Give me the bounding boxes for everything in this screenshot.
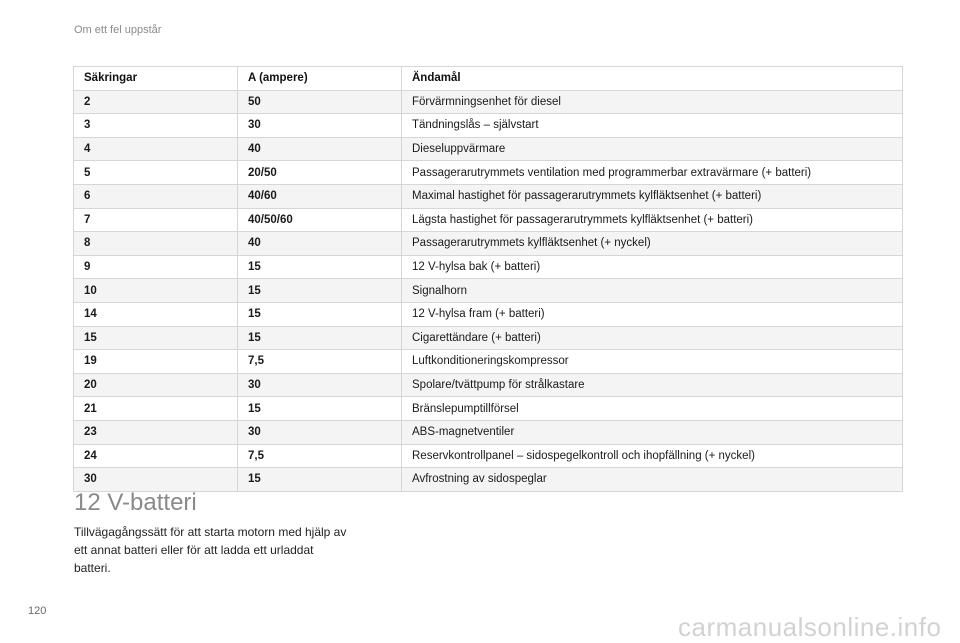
table-row: [74, 90, 903, 114]
fuse-table: [73, 66, 903, 492]
table-row: [74, 326, 903, 350]
ampere-cell: 15: [238, 397, 402, 421]
fuse-number-cell: 6: [74, 184, 238, 208]
column-header-purpose: Ändamål: [402, 67, 903, 91]
purpose-cell: ABS-magnetventiler: [402, 420, 903, 444]
fuse-number-cell: 19: [74, 350, 238, 374]
purpose-cell: Dieseluppvärmare: [402, 137, 903, 161]
fuse-number-cell: 8: [74, 232, 238, 256]
table-row: [74, 232, 903, 256]
fuse-number-cell: 23: [74, 420, 238, 444]
ampere-cell: 30: [238, 373, 402, 397]
purpose-cell: Lägsta hastighet för passagerarutrymmets kylfläktsenhet (+ batteri): [402, 208, 903, 232]
table-row: [74, 208, 903, 232]
fuse-table-header: [74, 67, 903, 91]
table-row: [74, 468, 903, 492]
table-row: [74, 114, 903, 138]
fuse-number-cell: 7: [74, 208, 238, 232]
table-row: [74, 279, 903, 303]
table-header-row: [74, 67, 903, 91]
page-header-label: Om ett fel uppstår: [74, 24, 162, 36]
purpose-cell: 12 V-hylsa bak (+ batteri): [402, 255, 903, 279]
ampere-cell: 15: [238, 468, 402, 492]
fuse-number-cell: 2: [74, 90, 238, 114]
purpose-cell: Förvärmningsenhet för diesel: [402, 90, 903, 114]
fuse-number-cell: 30: [74, 468, 238, 492]
purpose-cell: Luftkonditioneringskompressor: [402, 350, 903, 374]
purpose-cell: Passagerarutrymmets kylfläktsenhet (+ nyckel): [402, 232, 903, 256]
table-row: [74, 302, 903, 326]
section-description: Tillvägagångssätt för att starta motorn med hjälp av ett annat batteri eller för att ladda ett urladdat batteri.: [74, 525, 347, 575]
section-title: 12 V-batteri: [74, 489, 197, 516]
purpose-cell: Passagerarutrymmets ventilation med programmerbar extravärmare (+ batteri): [402, 161, 903, 185]
purpose-cell: Bränslepumptillförsel: [402, 397, 903, 421]
fuse-number-cell: 20: [74, 373, 238, 397]
table-row: [74, 137, 903, 161]
ampere-cell: 50: [238, 90, 402, 114]
fuse-number-cell: 9: [74, 255, 238, 279]
ampere-cell: 40: [238, 137, 402, 161]
ampere-cell: 40/50/60: [238, 208, 402, 232]
table-row: [74, 397, 903, 421]
fuse-number-cell: 15: [74, 326, 238, 350]
ampere-cell: 20/50: [238, 161, 402, 185]
fuse-table-body: [74, 90, 903, 491]
ampere-cell: 40: [238, 232, 402, 256]
table-row: [74, 350, 903, 374]
ampere-cell: 15: [238, 255, 402, 279]
column-header-ampere: A (ampere): [238, 67, 402, 91]
ampere-cell: 7,5: [238, 444, 402, 468]
fuse-number-cell: 10: [74, 279, 238, 303]
ampere-cell: 30: [238, 420, 402, 444]
table-row: [74, 420, 903, 444]
purpose-cell: Spolare/tvättpump för strålkastare: [402, 373, 903, 397]
purpose-cell: Reservkontrollpanel – sidospegelkontroll och ihopfällning (+ nyckel): [402, 444, 903, 468]
fuse-number-cell: 14: [74, 302, 238, 326]
purpose-cell: Maximal hastighet för passagerarutrymmets kylfläktsenhet (+ batteri): [402, 184, 903, 208]
table-row: [74, 255, 903, 279]
ampere-cell: 15: [238, 326, 402, 350]
fuse-number-cell: 3: [74, 114, 238, 138]
purpose-cell: Avfrostning av sidospeglar: [402, 468, 903, 492]
ampere-cell: 7,5: [238, 350, 402, 374]
table-row: [74, 373, 903, 397]
fuse-number-cell: 4: [74, 137, 238, 161]
table-row: [74, 184, 903, 208]
ampere-cell: 15: [238, 302, 402, 326]
ampere-cell: 40/60: [238, 184, 402, 208]
watermark-text: carmanualsonline.info: [678, 612, 942, 642]
purpose-cell: 12 V-hylsa fram (+ batteri): [402, 302, 903, 326]
table-row: [74, 161, 903, 185]
fuse-number-cell: 5: [74, 161, 238, 185]
ampere-cell: 30: [238, 114, 402, 138]
fuse-number-cell: 24: [74, 444, 238, 468]
purpose-cell: Signalhorn: [402, 279, 903, 303]
fuse-number-cell: 21: [74, 397, 238, 421]
purpose-cell: Tändningslås – självstart: [402, 114, 903, 138]
page-number: 120: [28, 605, 47, 617]
purpose-cell: Cigarettändare (+ batteri): [402, 326, 903, 350]
column-header-fuses: Säkringar: [74, 67, 238, 91]
table-row: [74, 444, 903, 468]
ampere-cell: 15: [238, 279, 402, 303]
